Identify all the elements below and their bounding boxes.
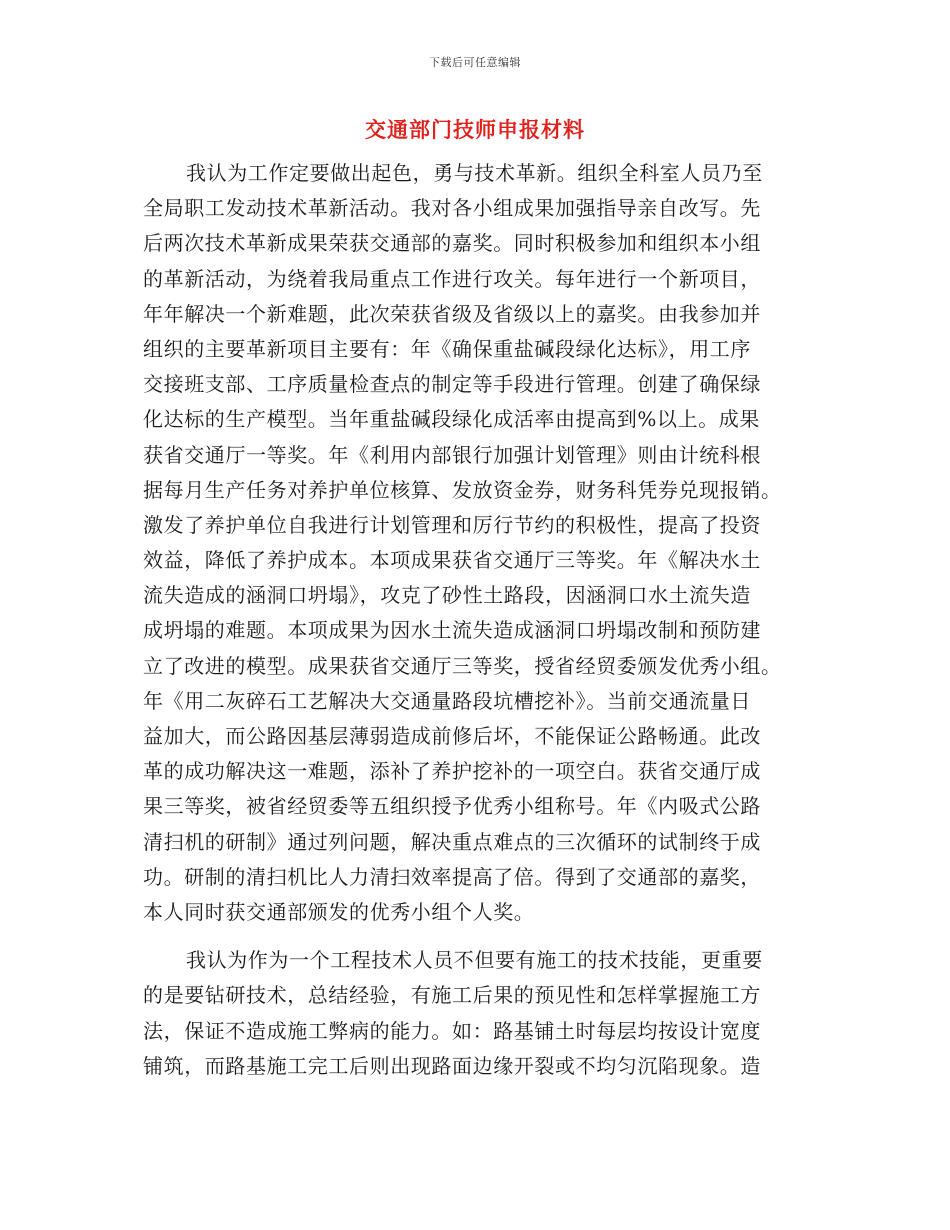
paragraph-line: 化达标的生产模型。当年重盐碱段绿化成活率由提高到%以上。成果 (143, 407, 761, 432)
paragraph-line: 本人同时获交通部颁发的优秀小组个人奖。 (143, 899, 535, 924)
paragraph-line: 成坍塌的难题。本项成果为因水土流失造成涵洞口坍塌改制和预防建 (143, 618, 761, 643)
paragraph-line: 我认为工作定要做出起色，勇与技术革新。组织全科室人员乃至 (186, 161, 763, 185)
paragraph-line: 后两次技术革新成果荣获交通部的嘉奖。同时积极参加和组织本小组 (143, 231, 761, 256)
paragraph-1 (143, 156, 803, 930)
paragraph-line: 立了改进的模型。成果获省交通厅三等奖，授省经贸委颁发优秀小组。 (143, 653, 782, 678)
paragraph-line: 全局职工发动技术革新活动。我对各小组成果加强指导亲自改写。先 (143, 196, 761, 221)
paragraph-line: 组织的主要革新项目主要有：年《确保重盐碱段绿化达标》，用工序 (143, 336, 751, 361)
paragraph-line: 流失造成的涵洞口坍塌》，攻克了砂性土路段，因涵洞口水土流失造 (143, 583, 751, 608)
paragraph-line: 的是要钻研技术，总结经验，有施工后果的预见性和怎样掌握施工方 (143, 983, 761, 1008)
paragraph-line: 年年解决一个新难题，此次荣获省级及省级以上的嘉奖。由我参加并 (143, 301, 761, 326)
paragraph-line: 获省交通厅一等奖。年《利用内部银行加强计划管理》则由计统科根 (143, 442, 761, 467)
paragraph-line: 法，保证不造成施工弊病的能力。如：路基铺土时每层均按设计宽度 (143, 1018, 761, 1043)
paragraph-line: 益加大，而公路因基层薄弱造成前修后坏，不能保证公路畅通。此改 (143, 724, 761, 748)
paragraph-line: 年《用二灰碎石工艺解决大交通量路段坑槽挖补》。当前交通流量日 (143, 688, 751, 713)
paragraph-line: 效益，降低了养护成本。本项成果获省交通厅三等奖。年《解决水土 (143, 548, 761, 573)
paragraph-line: 清扫机的研制》通过列问题，解决重点难点的三次循环的试制终于成 (143, 829, 761, 854)
document-body (143, 156, 803, 1084)
document-title: 交通部门技师申报材料 (365, 118, 585, 142)
paragraph-line: 我认为作为一个工程技术人员不但要有施工的技术技能，更重要 (186, 948, 763, 973)
paragraph-line: 激发了养护单位自我进行计划管理和厉行节约的积极性，提高了投资 (143, 512, 761, 537)
paragraph-line: 交接班支部、工序质量检查点的制定等手段进行管理。创建了确保绿 (143, 372, 761, 397)
paragraph-line: 据每月生产任务对养护单位核算、发放资金券，财务科凭券兑现报销。 (143, 477, 782, 502)
paragraph-line: 革的成功解决这一难题，添补了养护挖补的一项空白。获省交通厅成 (143, 759, 761, 784)
paragraph-line: 果三等奖，被省经贸委等五组织授予优秀小组称号。年《内吸式公路 (143, 794, 761, 819)
paragraph-2 (143, 943, 803, 1084)
paragraph-line: 铺筑，而路基施工完工后则出现路面边缘开裂或不均匀沉陷现象。造 (143, 1053, 761, 1078)
paragraph-line: 功。研制的清扫机比人力清扫效率提高了倍。得到了交通部的嘉奖， (143, 864, 761, 889)
header-note: 下载后可任意编辑 (429, 56, 521, 69)
paragraph-line: 的革新活动，为绕着我局重点工作进行攻关。每年进行一个新项目， (143, 266, 761, 291)
